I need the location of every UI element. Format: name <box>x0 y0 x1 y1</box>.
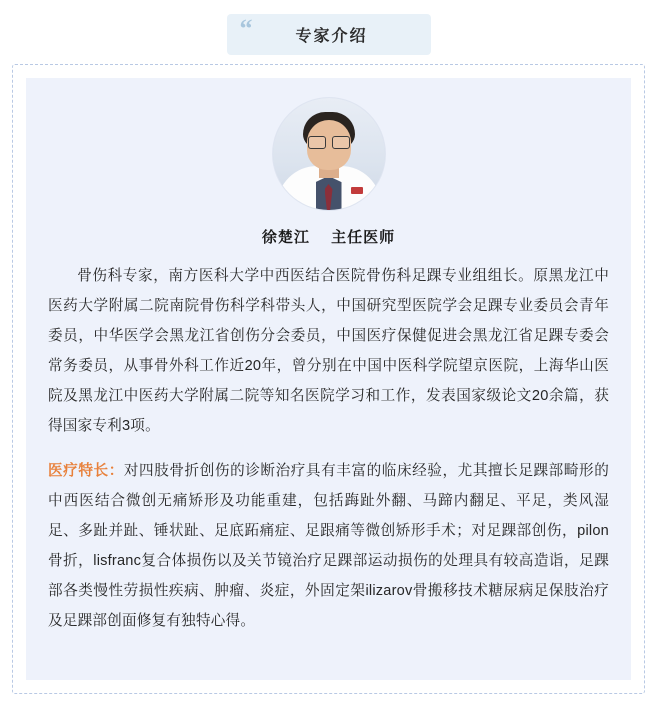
page-title: 专家介绍 <box>295 27 368 45</box>
quote-icon: “ <box>239 13 253 43</box>
portrait-container <box>48 98 609 210</box>
specialty-text: 对四肢骨折创伤的诊断治疗具有丰富的临床经验，尤其擅长足踝部畸形的中西医结合微创无痛矫形及功能重建，包括踇趾外翻、马蹄内翻足、平足，类风湿足、多趾并趾、锤状趾、足底跖痛症、足跟痛等微创矫形手术；对足踝部创伤，pilon骨折，lisfranc复合体损伤以及关节镜治疗足踝部运动损伤的处理具有较高造诣，足踝部各类慢性劳损性疾病、肿瘤、炎症，外固定架ilizarov骨搬移技术糖尿病足保肢治疗及足踝部创面修复有独特心得。 <box>48 462 609 629</box>
specialty-label: 医疗特长： <box>48 462 124 479</box>
profile-card <box>12 64 645 694</box>
avatar-name-badge <box>351 187 363 194</box>
doctor-name-line <box>48 226 609 247</box>
glasses-icon <box>307 136 351 147</box>
doctor-name: 徐楚江 <box>261 229 310 246</box>
doctor-specialty <box>48 456 609 636</box>
avatar <box>273 98 385 210</box>
doctor-bio: 骨伤科专家，南方医科大学中西医结合医院骨伤科足踝专业组组长。原黑龙江中医药大学附属二院南院骨伤科学科带头人，中国研究型医院学会足踝专业委员会青年委员，中华医学会黑龙江省创伤分会委员，中国医疗保健促进会黑龙江省足踝专委会常务委员，从事骨外科工作近20年，曾分别在中国中医科学院望京医院，上海华山医院及黑龙江中医药大学附属二院等知名医院学习和工作，发表国家级论文20余篇，获得国家专利3项。 <box>48 268 609 434</box>
header <box>0 0 657 56</box>
section-title-badge <box>227 14 431 55</box>
doctor-role: 主任医师 <box>331 229 396 246</box>
profile-card-inner <box>25 77 632 681</box>
